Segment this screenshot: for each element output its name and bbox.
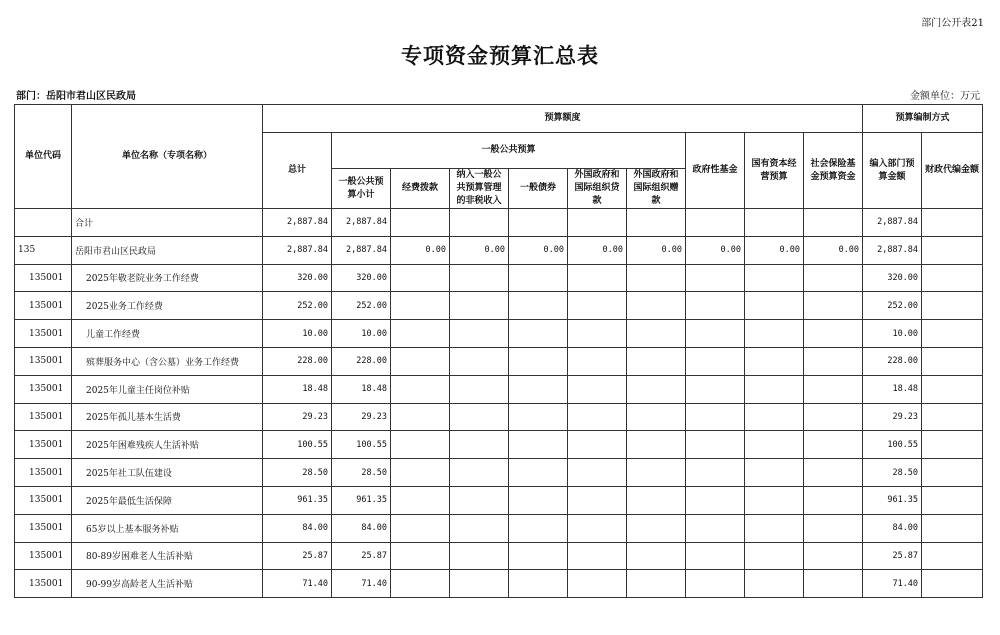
- cell-amount: [922, 347, 983, 375]
- cell-amount: [568, 264, 627, 292]
- cell-amount: [391, 264, 450, 292]
- cell-amount: [804, 431, 863, 459]
- cell-amount: 10.00: [263, 320, 332, 348]
- cell-amount: 25.87: [863, 542, 922, 570]
- cell-amount: 0.00: [450, 236, 509, 264]
- cell-unit-code: 135001: [15, 459, 72, 487]
- cell-amount: [391, 292, 450, 320]
- cell-amount: [568, 459, 627, 487]
- cell-amount: 25.87: [332, 542, 391, 570]
- cell-amount: [627, 264, 686, 292]
- cell-unit-name: 合计: [72, 209, 263, 237]
- cell-unit-code: [15, 209, 72, 237]
- cell-amount: [627, 431, 686, 459]
- header-total: 总计: [263, 133, 332, 209]
- cell-amount: 100.55: [332, 431, 391, 459]
- cell-amount: [686, 375, 745, 403]
- header-gp-subtotal: 一般公共预算小计: [332, 169, 391, 209]
- cell-amount: 0.00: [686, 236, 745, 264]
- table-row: [15, 514, 983, 542]
- header-social-insurance: 社会保险基金预算资金: [804, 133, 863, 209]
- cell-unit-name: 90-99岁高龄老人生活补贴: [72, 570, 263, 598]
- cell-amount: [745, 347, 804, 375]
- cell-unit-code: 135: [15, 236, 72, 264]
- cell-amount: [804, 570, 863, 598]
- cell-amount: 29.23: [332, 403, 391, 431]
- cell-amount: [509, 570, 568, 598]
- table-row: [15, 320, 983, 348]
- table-row: [15, 403, 983, 431]
- cell-amount: 2,887.84: [863, 209, 922, 237]
- cell-amount: 252.00: [263, 292, 332, 320]
- cell-amount: [509, 292, 568, 320]
- cell-amount: [391, 431, 450, 459]
- cell-amount: [804, 403, 863, 431]
- table-row: [15, 459, 983, 487]
- cell-amount: [568, 431, 627, 459]
- cell-amount: [568, 292, 627, 320]
- cell-amount: [922, 431, 983, 459]
- cell-amount: 320.00: [332, 264, 391, 292]
- cell-amount: 29.23: [863, 403, 922, 431]
- cell-unit-name: 2025业务工作经费: [72, 292, 263, 320]
- header-method: 预算编制方式: [863, 105, 983, 133]
- cell-amount: [509, 375, 568, 403]
- cell-amount: [686, 292, 745, 320]
- cell-unit-code: 135001: [15, 570, 72, 598]
- cell-amount: [391, 542, 450, 570]
- cell-amount: [450, 570, 509, 598]
- cell-unit-name: 殡葬服务中心（含公墓）业务工作经费: [72, 347, 263, 375]
- cell-amount: 252.00: [863, 292, 922, 320]
- cell-amount: 28.50: [263, 459, 332, 487]
- cell-amount: [391, 459, 450, 487]
- cell-amount: [922, 264, 983, 292]
- table-row: [15, 486, 983, 514]
- cell-amount: 0.00: [391, 236, 450, 264]
- cell-amount: [922, 514, 983, 542]
- table-row: [15, 209, 983, 237]
- cell-unit-name: 2025年最低生活保障: [72, 486, 263, 514]
- cell-amount: 228.00: [863, 347, 922, 375]
- cell-amount: 2,887.84: [332, 236, 391, 264]
- cell-amount: [568, 570, 627, 598]
- amount-unit-label: 金额单位：万元: [910, 91, 980, 102]
- cell-amount: [922, 236, 983, 264]
- cell-amount: 228.00: [263, 347, 332, 375]
- cell-amount: [568, 375, 627, 403]
- cell-amount: 71.40: [863, 570, 922, 598]
- cell-amount: [686, 431, 745, 459]
- cell-amount: [450, 292, 509, 320]
- table-row: [15, 375, 983, 403]
- table-row: [15, 570, 983, 598]
- cell-amount: [627, 459, 686, 487]
- cell-amount: 84.00: [332, 514, 391, 542]
- cell-amount: [922, 403, 983, 431]
- cell-amount: [745, 459, 804, 487]
- cell-amount: [391, 514, 450, 542]
- cell-amount: [804, 542, 863, 570]
- cell-amount: [627, 486, 686, 514]
- cell-amount: [804, 459, 863, 487]
- cell-amount: 18.48: [863, 375, 922, 403]
- cell-amount: 2,887.84: [863, 236, 922, 264]
- cell-amount: [922, 292, 983, 320]
- cell-amount: [627, 542, 686, 570]
- cell-amount: [450, 264, 509, 292]
- cell-amount: 2,887.84: [263, 236, 332, 264]
- cell-amount: [686, 209, 745, 237]
- cell-amount: [450, 320, 509, 348]
- cell-amount: 0.00: [627, 236, 686, 264]
- cell-unit-name: 2025年孤儿基本生活费: [72, 403, 263, 431]
- cell-amount: [391, 486, 450, 514]
- cell-amount: [745, 431, 804, 459]
- cell-amount: [450, 209, 509, 237]
- cell-amount: [568, 209, 627, 237]
- cell-unit-code: 135001: [15, 264, 72, 292]
- cell-amount: [568, 514, 627, 542]
- cell-amount: [804, 209, 863, 237]
- cell-amount: [391, 209, 450, 237]
- cell-unit-name: 2025年困难残疾人生活补贴: [72, 431, 263, 459]
- cell-unit-code: 135001: [15, 403, 72, 431]
- cell-amount: [922, 486, 983, 514]
- cell-amount: 10.00: [863, 320, 922, 348]
- cell-amount: [450, 542, 509, 570]
- cell-unit-name: 65岁以上基本服务补贴: [72, 514, 263, 542]
- cell-amount: [568, 320, 627, 348]
- table-row: [15, 347, 983, 375]
- cell-amount: 71.40: [332, 570, 391, 598]
- cell-amount: [450, 459, 509, 487]
- cell-amount: [509, 542, 568, 570]
- cell-amount: [686, 459, 745, 487]
- cell-amount: [745, 320, 804, 348]
- cell-amount: [804, 292, 863, 320]
- cell-unit-name: 2025年社工队伍建设: [72, 459, 263, 487]
- cell-amount: 2,887.84: [332, 209, 391, 237]
- cell-amount: [922, 459, 983, 487]
- cell-amount: 18.48: [263, 375, 332, 403]
- cell-amount: [509, 486, 568, 514]
- cell-amount: [391, 403, 450, 431]
- cell-amount: [804, 486, 863, 514]
- department-label: 部门：岳阳市君山区民政局: [16, 91, 136, 102]
- cell-amount: [450, 431, 509, 459]
- cell-amount: 100.55: [863, 431, 922, 459]
- table-row: [15, 431, 983, 459]
- cell-amount: [509, 459, 568, 487]
- header-finance-agent: 财政代编金额: [922, 133, 983, 209]
- cell-amount: [686, 264, 745, 292]
- cell-amount: [568, 347, 627, 375]
- cell-amount: [450, 347, 509, 375]
- cell-amount: 29.23: [263, 403, 332, 431]
- cell-unit-name: 80-89岁困难老人生活补贴: [72, 542, 263, 570]
- cell-amount: 28.50: [863, 459, 922, 487]
- cell-amount: [568, 486, 627, 514]
- cell-unit-code: 135001: [15, 542, 72, 570]
- cell-amount: 0.00: [568, 236, 627, 264]
- cell-amount: 320.00: [263, 264, 332, 292]
- page-number: 部门公开表21: [921, 18, 984, 29]
- cell-amount: 28.50: [332, 459, 391, 487]
- cell-amount: 961.35: [263, 486, 332, 514]
- cell-amount: [804, 375, 863, 403]
- cell-amount: [922, 570, 983, 598]
- cell-amount: [509, 514, 568, 542]
- cell-amount: 84.00: [863, 514, 922, 542]
- cell-amount: [627, 514, 686, 542]
- cell-amount: [745, 292, 804, 320]
- cell-amount: [509, 347, 568, 375]
- header-debt: 一般债券: [509, 169, 568, 209]
- header-nontax: 纳入一般公共预算管理的非税收入: [450, 169, 509, 209]
- cell-amount: [509, 264, 568, 292]
- cell-amount: [686, 570, 745, 598]
- header-foreign-grant: 外国政府和国际组织赠款: [627, 169, 686, 209]
- cell-amount: 71.40: [263, 570, 332, 598]
- cell-unit-code: 135001: [15, 486, 72, 514]
- cell-unit-code: 135001: [15, 375, 72, 403]
- cell-amount: [804, 320, 863, 348]
- cell-amount: [568, 542, 627, 570]
- cell-amount: [509, 431, 568, 459]
- cell-amount: 961.35: [332, 486, 391, 514]
- cell-amount: [391, 375, 450, 403]
- cell-amount: [922, 320, 983, 348]
- cell-amount: [391, 347, 450, 375]
- cell-unit-name: 岳阳市君山区民政局: [72, 236, 263, 264]
- cell-amount: [627, 375, 686, 403]
- header-foreign-loan: 外国政府和国际组织贷款: [568, 169, 627, 209]
- cell-unit-name: 2025年敬老院业务工作经费: [72, 264, 263, 292]
- page-title: 专项资金预算汇总表: [401, 43, 599, 68]
- cell-amount: [745, 403, 804, 431]
- cell-amount: [627, 292, 686, 320]
- cell-unit-name: 2025年儿童主任岗位补贴: [72, 375, 263, 403]
- header-dept-budget: 编入部门预算金额: [863, 133, 922, 209]
- cell-amount: 320.00: [863, 264, 922, 292]
- cell-amount: [745, 514, 804, 542]
- header-general-public: 一般公共预算: [332, 133, 686, 169]
- table-row: [15, 264, 983, 292]
- cell-amount: 25.87: [263, 542, 332, 570]
- cell-amount: [450, 403, 509, 431]
- cell-amount: [450, 486, 509, 514]
- header-state-capital: 国有资本经营预算: [745, 133, 804, 209]
- cell-amount: [804, 514, 863, 542]
- cell-amount: 252.00: [332, 292, 391, 320]
- cell-amount: [627, 403, 686, 431]
- cell-amount: [686, 320, 745, 348]
- cell-amount: [745, 264, 804, 292]
- cell-amount: [686, 514, 745, 542]
- cell-amount: 84.00: [263, 514, 332, 542]
- cell-amount: [391, 570, 450, 598]
- cell-unit-code: 135001: [15, 347, 72, 375]
- cell-amount: [686, 486, 745, 514]
- cell-amount: [922, 209, 983, 237]
- header-unit-name: 单位名称（专项名称）: [72, 105, 263, 209]
- table-row: [15, 542, 983, 570]
- cell-unit-code: 135001: [15, 320, 72, 348]
- cell-amount: [686, 403, 745, 431]
- cell-amount: 961.35: [863, 486, 922, 514]
- cell-unit-code: 135001: [15, 292, 72, 320]
- cell-amount: [686, 347, 745, 375]
- cell-amount: [391, 320, 450, 348]
- cell-unit-name: 儿童工作经费: [72, 320, 263, 348]
- cell-amount: [450, 514, 509, 542]
- cell-amount: 0.00: [804, 236, 863, 264]
- header-appropriation: 经费拨款: [391, 169, 450, 209]
- cell-amount: [627, 320, 686, 348]
- table-body: [15, 209, 983, 598]
- cell-amount: 18.48: [332, 375, 391, 403]
- cell-amount: [450, 375, 509, 403]
- cell-amount: [509, 403, 568, 431]
- cell-unit-code: 135001: [15, 431, 72, 459]
- cell-amount: [922, 542, 983, 570]
- header-gov-fund: 政府性基金: [686, 133, 745, 209]
- cell-amount: 10.00: [332, 320, 391, 348]
- cell-amount: [745, 542, 804, 570]
- header-unit-code: 单位代码: [15, 105, 72, 209]
- cell-amount: [509, 209, 568, 237]
- cell-amount: [804, 264, 863, 292]
- table-row: [15, 292, 983, 320]
- cell-amount: [509, 320, 568, 348]
- cell-amount: [745, 570, 804, 598]
- cell-amount: [568, 403, 627, 431]
- cell-amount: [627, 347, 686, 375]
- cell-unit-code: 135001: [15, 514, 72, 542]
- cell-amount: 0.00: [509, 236, 568, 264]
- cell-amount: 0.00: [745, 236, 804, 264]
- budget-summary-table: [14, 104, 983, 598]
- cell-amount: [627, 570, 686, 598]
- cell-amount: [686, 542, 745, 570]
- cell-amount: [627, 209, 686, 237]
- cell-amount: 2,887.84: [263, 209, 332, 237]
- cell-amount: [922, 375, 983, 403]
- cell-amount: [745, 486, 804, 514]
- cell-amount: [804, 347, 863, 375]
- table-row: [15, 236, 983, 264]
- cell-amount: 228.00: [332, 347, 391, 375]
- cell-amount: [745, 375, 804, 403]
- cell-amount: 100.55: [263, 431, 332, 459]
- cell-amount: [745, 209, 804, 237]
- header-budget-amount: 预算额度: [263, 105, 863, 133]
